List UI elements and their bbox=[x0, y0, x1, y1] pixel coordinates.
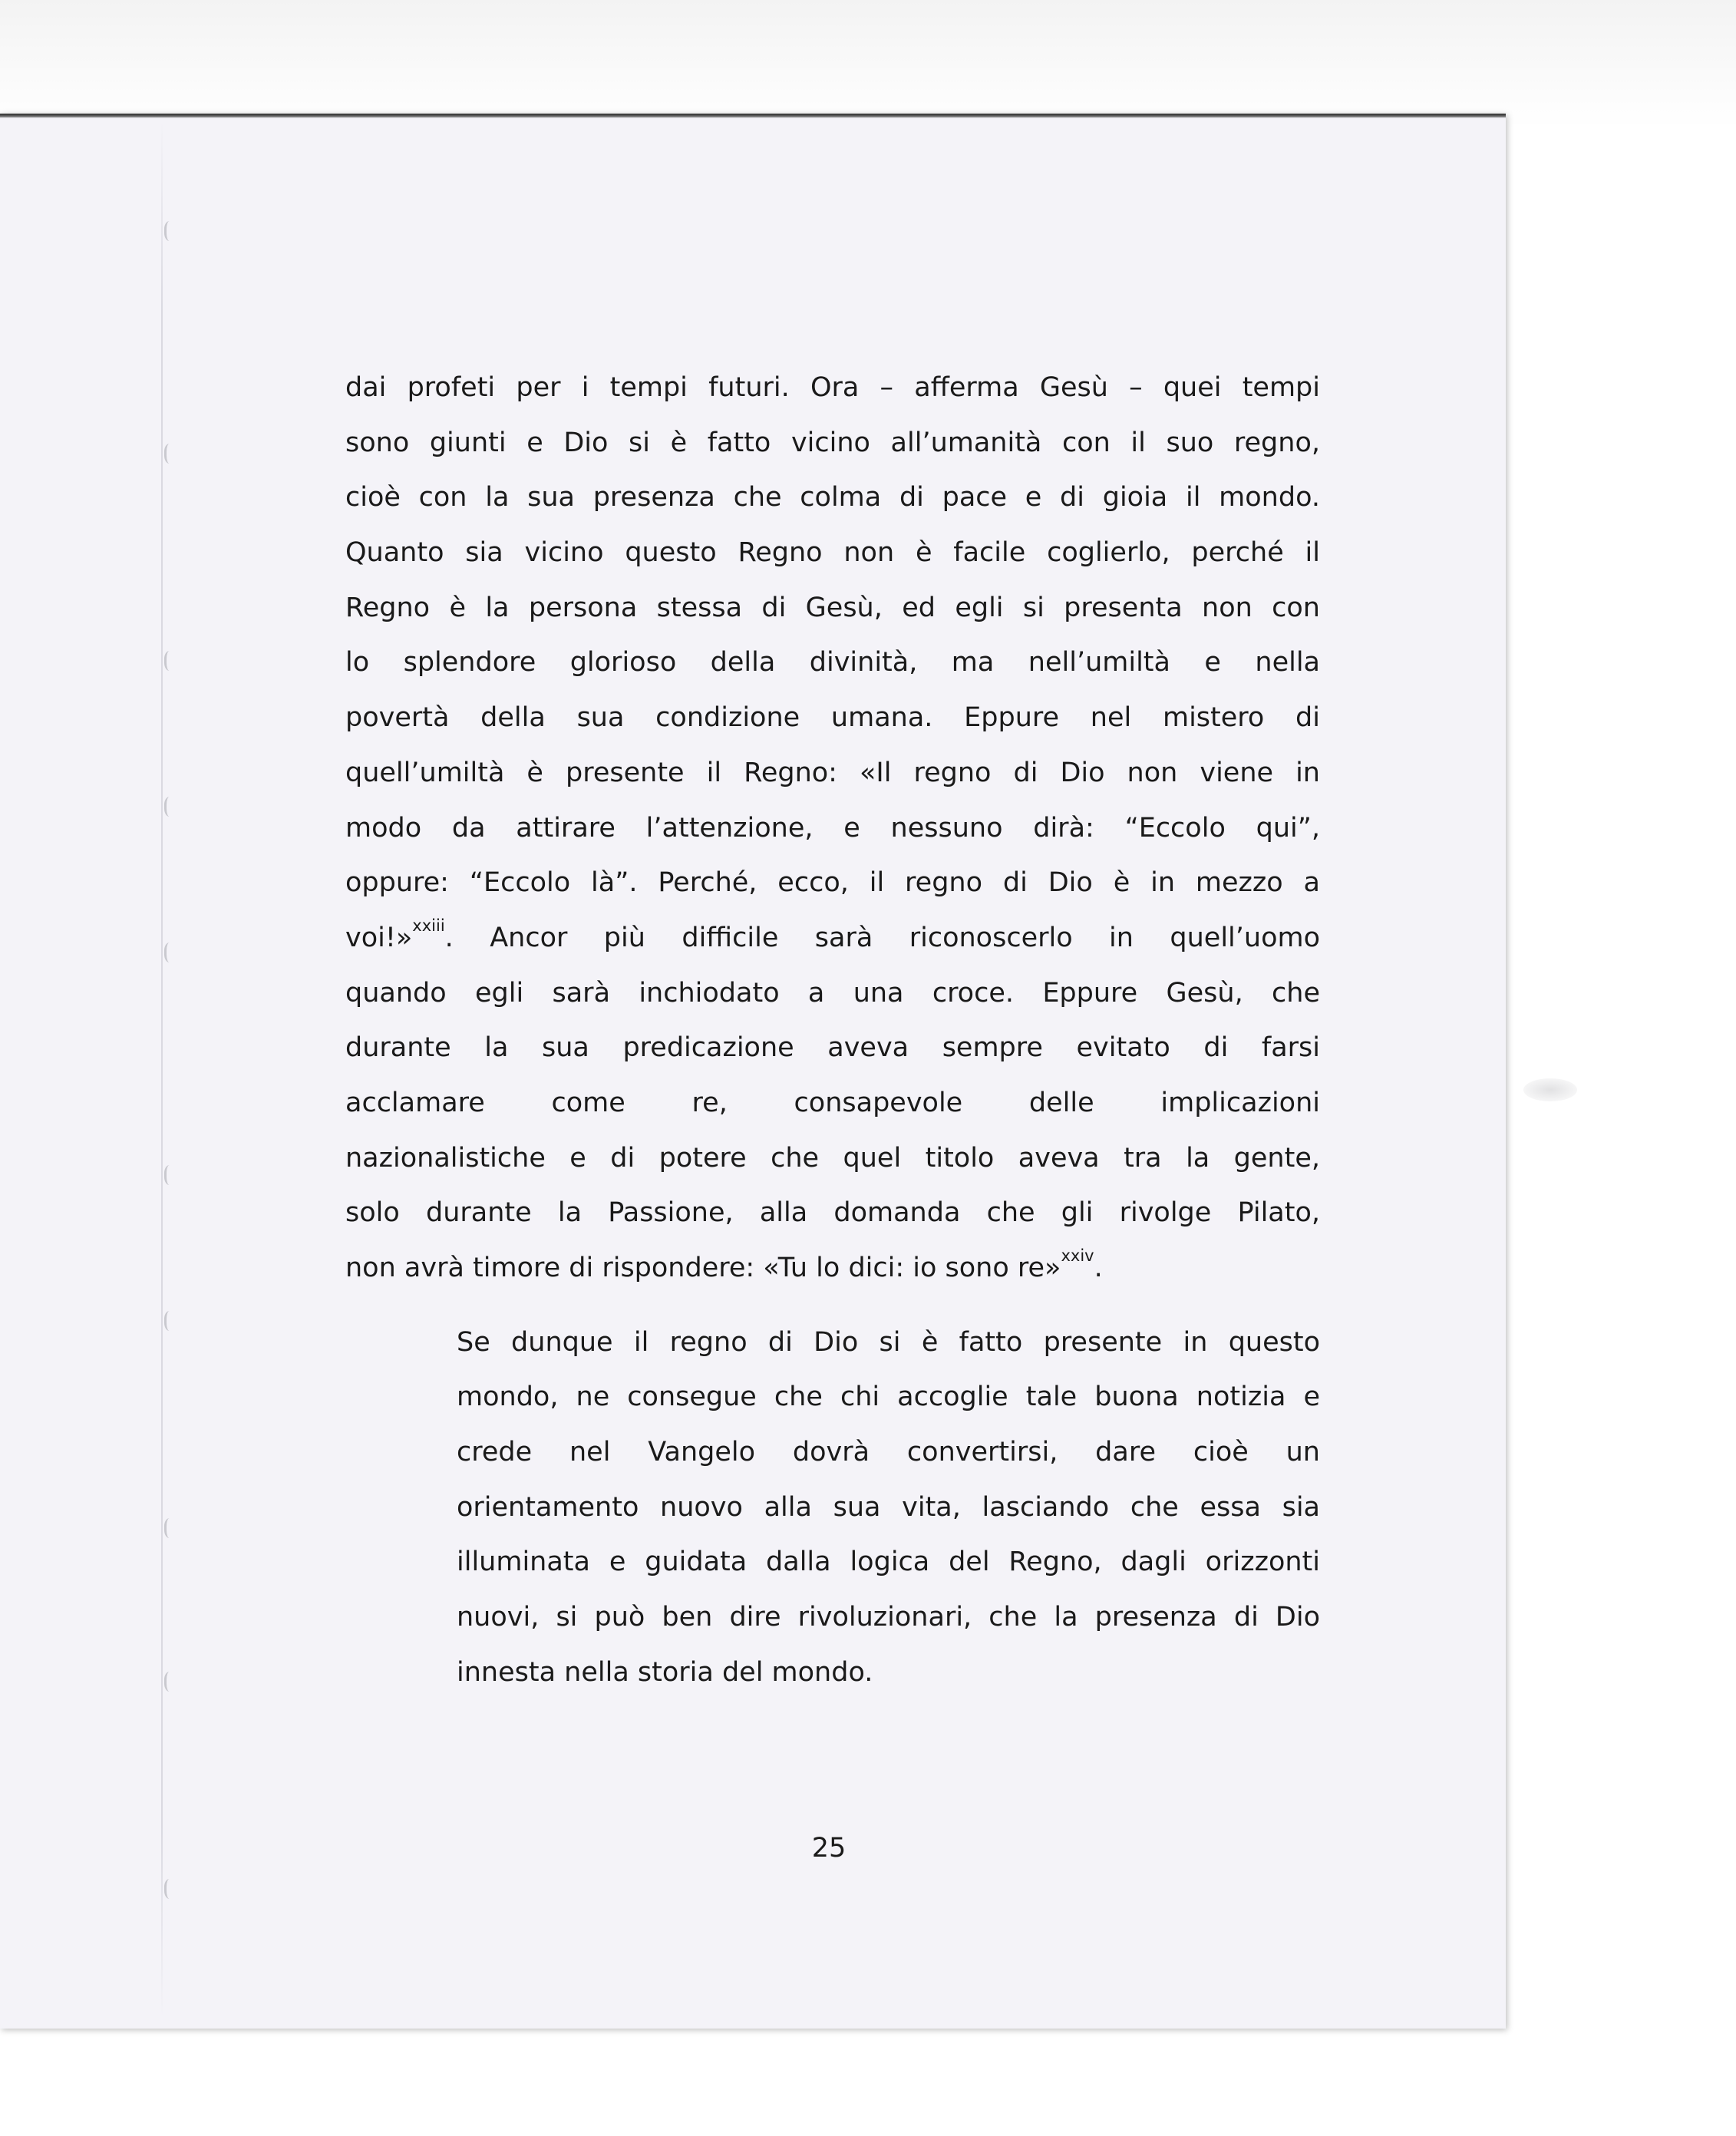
binding-stitch bbox=[164, 444, 177, 464]
paragraph-1 bbox=[345, 361, 1320, 1296]
text-fragment: . Ancor più difficile sarà riconoscerlo in quell’uomo bbox=[444, 922, 1320, 953]
text-fragment: non avrà timore di rispondere: «Tu lo dici: io sono re» bbox=[345, 1253, 1061, 1283]
text-line: nazionalistiche e di potere che quel titolo aveva tra la gente, bbox=[345, 1142, 1320, 1174]
text-line-with-endnote bbox=[345, 1241, 1320, 1296]
text-line: cioè con la sua presenza che colma di pace e di gioia il mondo. bbox=[345, 482, 1320, 513]
text-line: mondo, ne consegue che chi accoglie tale buona notizia e bbox=[457, 1382, 1320, 1413]
binding-stitch bbox=[164, 1518, 177, 1538]
text-line: sono giunti e Dio si è fatto vicino all’umanità con il suo regno, bbox=[345, 427, 1320, 458]
binding-stitch bbox=[164, 943, 177, 962]
text-line: oppure: “Eccolo là”. Perché, ecco, il regno di Dio è in mezzo a bbox=[345, 867, 1320, 899]
text-line: solo durante la Passione, alla domanda che gli rivolge Pilato, bbox=[345, 1197, 1320, 1229]
text-fragment: . bbox=[1094, 1253, 1103, 1283]
text-line: lo splendore glorioso della divinità, ma nell’umiltà e nella bbox=[345, 647, 1320, 678]
binding-fold bbox=[161, 121, 163, 2017]
text-line: Se dunque il regno di Dio si è fatto presente in questo bbox=[457, 1326, 1320, 1358]
text-line: innesta nella storia del mondo. bbox=[457, 1656, 873, 1688]
binding-stitch bbox=[164, 221, 177, 241]
binding-stitch bbox=[164, 1165, 177, 1185]
binding-stitch bbox=[164, 1311, 177, 1331]
text-line: modo da attirare l’attenzione, e nessuno dirà: “Eccolo qui”, bbox=[345, 812, 1320, 844]
text-fragment: voi!» bbox=[345, 922, 413, 953]
binding-stitch bbox=[164, 1672, 177, 1692]
text-line: povertà della sua condizione umana. Eppure nel mistero di bbox=[345, 702, 1320, 734]
binding-stitch bbox=[164, 797, 177, 817]
paragraph-2 bbox=[345, 1316, 1320, 1701]
page-number: 25 bbox=[811, 1833, 847, 1864]
binding-stitch bbox=[164, 1879, 177, 1899]
text-line: quell’umiltà è presente il Regno: «Il regno di Dio non viene in bbox=[345, 757, 1320, 788]
text-line: acclamare come re, consapevole delle implicazioni bbox=[345, 1087, 1320, 1118]
binding-stitch bbox=[164, 651, 177, 671]
endnote-reference-xxiii[interactable]: xxiii bbox=[412, 916, 445, 935]
text-line: orientamento nuovo alla sua vita, lasciando che essa sia bbox=[457, 1491, 1320, 1523]
text-line-with-endnote bbox=[345, 911, 1320, 966]
text-line: Regno è la persona stessa di Gesù, ed egli si presenta non con bbox=[345, 592, 1320, 623]
text-line: nuovi, si può ben dire rivoluzionari, che la presenza di Dio bbox=[457, 1602, 1320, 1633]
text-line: durante la sua predicazione aveva sempre evitato di farsi bbox=[345, 1032, 1320, 1064]
text-line: crede nel Vangelo dovrà convertirsi, dare cioè un bbox=[457, 1437, 1320, 1468]
text-line: illuminata e guidata dalla logica del Regno, dagli orizzonti bbox=[457, 1547, 1320, 1578]
page-body-text bbox=[345, 361, 1320, 1701]
text-line: dai profeti per i tempi futuri. Ora – afferma Gesù – quei tempi bbox=[345, 372, 1320, 403]
text-line: quando egli sarà inchiodato a una croce. Eppure Gesù, che bbox=[345, 977, 1320, 1009]
endnote-reference-xxiv[interactable]: xxiv bbox=[1061, 1246, 1094, 1265]
scan-smudge bbox=[1523, 1078, 1577, 1101]
text-line: Quanto sia vicino questo Regno non è facile coglierlo, perché il bbox=[345, 537, 1320, 569]
page-top-edge bbox=[0, 114, 1506, 118]
